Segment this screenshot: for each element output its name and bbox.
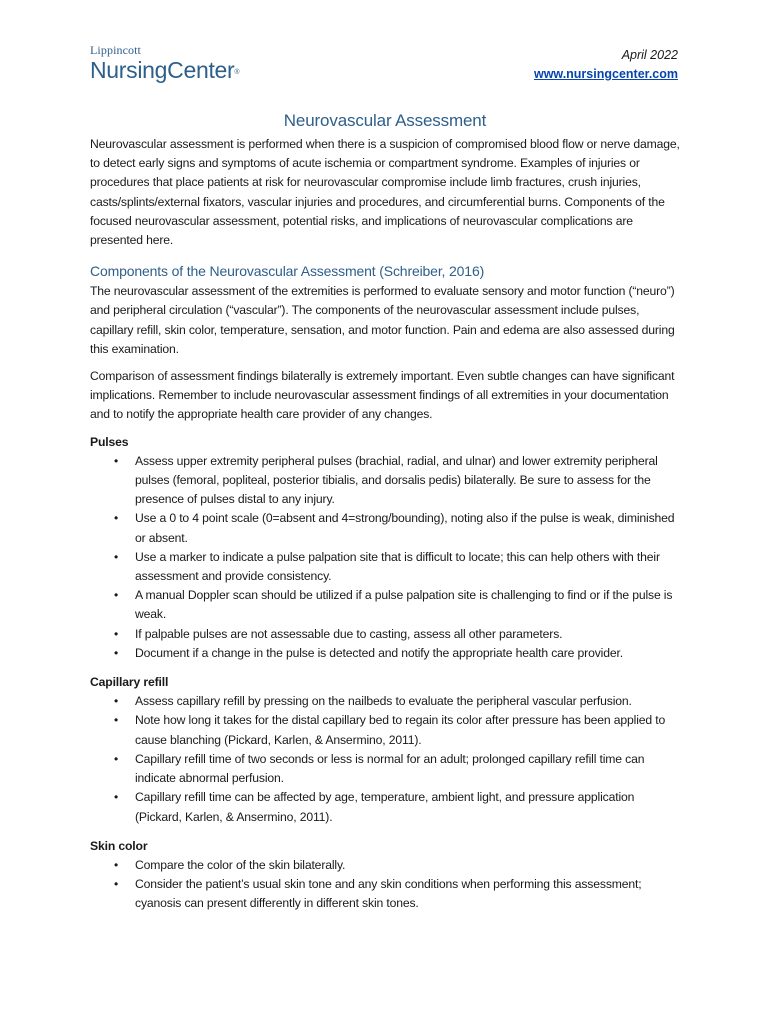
skin-color-heading: Skin color (90, 838, 148, 853)
registered-mark: ® (234, 69, 240, 76)
skin-color-list (90, 856, 680, 914)
capillary-refill-list (90, 692, 680, 826)
logo-nursingcenter-text: NursingCenter (90, 57, 235, 83)
list-item: • Capillary refill time can be affected by age, temperature, ambient light, and pressure application (Pickard, Karlen, & Ansermino, 2011). (90, 788, 680, 826)
list-item: • A manual Doppler scan should be utilized if a pulse palpation site is challenging to find or if the pulse is weak. (90, 586, 680, 624)
logo-lippincott-text: Lippincott (90, 43, 141, 57)
section-paragraph-2: Comparison of assessment findings bilaterally is extremely important. Even subtle changes can have significant implications. Remember to include neurovascular assessment findings of all extremities in your documentation and to notify the appropriate health care provider of any changes. (90, 369, 675, 422)
document-title: Neurovascular Assessment (283, 111, 487, 130)
header-meta (534, 46, 678, 84)
list-item: • Assess capillary refill by pressing on the nailbeds to evaluate the peripheral vascular perfusion. (90, 692, 680, 711)
section-heading: Components of the Neurovascular Assessment (Schreiber, 2016) (90, 263, 485, 280)
publication-date: April 2022 (621, 48, 678, 62)
list-item: • Document if a change in the pulse is detected and notify the appropriate health care provider. (90, 644, 680, 663)
pulses-list (90, 452, 680, 663)
capillary-refill-heading: Capillary refill (90, 675, 169, 690)
list-item: • Note how long it takes for the distal capillary bed to regain its color after pressure has been applied to cause blanching (Pickard, Karlen, & Ansermino, 2011). (90, 711, 680, 749)
list-item: • If palpable pulses are not assessable due to casting, assess all other parameters. (90, 625, 680, 644)
list-item: • Use a 0 to 4 point scale (0=absent and 4=strong/bounding), noting also if the pulse is weak, diminished or absent. (90, 509, 680, 547)
intro-paragraph: Neurovascular assessment is performed when there is a suspicion of compromised blood flow or nerve damage, to detect early signs and symptoms of acute ischemia or compartment syndrome. Examples of injuries or procedures that place patients at risk for neurovascular compromise include limb fractures, crush injuries, casts/splints/external fixators, vascular injuries and procedures, and circumferential burns. Components of the focused neurovascular assessment, potential risks, and implications of neurovascular complications are presented here. (90, 137, 680, 248)
pulses-heading: Pulses (90, 434, 129, 449)
nursingcenter-logo (90, 43, 239, 83)
list-item: • Capillary refill time of two seconds or less is normal for an adult; prolonged capillary refill time can indicate abnormal perfusion. (90, 750, 680, 788)
list-item: • Compare the color of the skin bilaterally. (90, 856, 680, 875)
list-item: • Consider the patient’s usual skin tone and any skin conditions when performing this assessment; cyanosis can present differently in different skin tones. (90, 875, 680, 913)
website-link[interactable]: www.nursingcenter.com (533, 67, 678, 81)
section-paragraph-1: The neurovascular assessment of the extremities is performed to evaluate sensory and motor function (“neuro”) and peripheral circulation (“vascular”). The components of the neurovascular assessment include pulses, capillary refill, skin color, temperature, sensation, and motor function. Pain and edema are also assessed during this examination. (90, 284, 675, 356)
document-body (90, 110, 680, 914)
list-item: • Assess upper extremity peripheral pulses (brachial, radial, and ulnar) and lower extremity peripheral pulses (femoral, popliteal, posterior tibialis, and dorsalis pedis) bilaterally. Be sure to assess for the presence of pulses distal to any injury. (90, 452, 680, 510)
list-item: • Use a marker to indicate a pulse palpation site that is difficult to locate; this can help others with their assessment and provide consistency. (90, 548, 680, 586)
